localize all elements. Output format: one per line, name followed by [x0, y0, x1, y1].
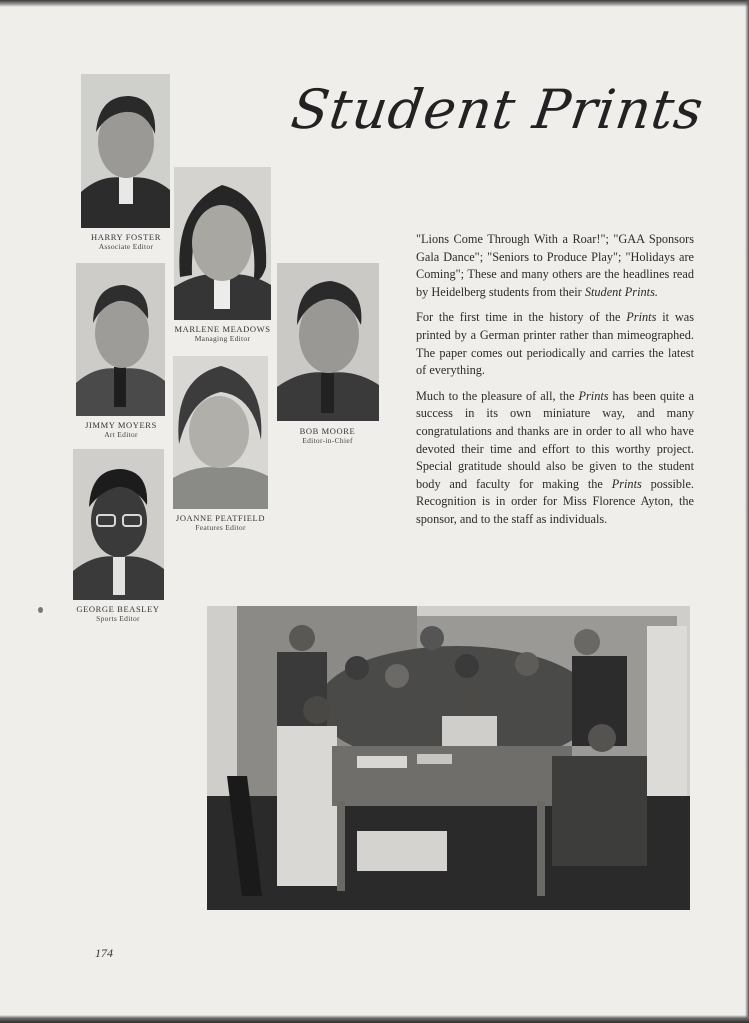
staff-name: MARLENE MEADOWS [174, 324, 271, 334]
caption-jimmy-moyers [62, 420, 180, 439]
page-title: Student Prints [287, 78, 708, 141]
page-edge-bottom [0, 1015, 749, 1023]
caption-george-beasley [58, 604, 178, 623]
portrait-jimmy-moyers [76, 263, 165, 416]
paragraph-2: For the first time in the history of the Prints it was printed by a German printer rather than mimeographed. The paper comes out periodically and carries the latest of everything. [416, 310, 695, 378]
staff-role: Features Editor [195, 523, 246, 533]
paragraph-1: "Lions Come Through With a Roar!"; "GAA Sponsors Gala Dance"; "Seniors to Produce Play"; "Holidays are Coming"; These and many others are the headlines read by Heidelberg students from their Student Prints. [416, 232, 694, 299]
portrait-george-beasley [73, 449, 164, 600]
staff-name: HARRY FOSTER [91, 232, 161, 242]
staff-group-photo [207, 606, 690, 910]
page-number: 174 [95, 946, 113, 960]
caption-marlene-meadows [160, 324, 285, 343]
portrait-bob-moore [277, 263, 379, 421]
paragraph-3: Much to the pleasure of all, the Prints has been quite a success in its own miniature way, and many congratulations and thanks are in order to all who have devoted their time and effort to this worthy project. Special gratitude should also be given to the student body and faculty for making the Prints possible. Recognition is in order for Miss Florence Ayton, the sponsor, and to the staff as individuals. [416, 388, 695, 526]
staff-role: Art Editor [104, 430, 138, 440]
portrait-harry-foster [81, 74, 170, 228]
staff-role: Editor-in-Chief [302, 436, 353, 446]
staff-name: GEORGE BEASLEY [76, 604, 160, 614]
page-edge-top [0, 0, 749, 7]
caption-harry-foster [66, 232, 186, 251]
staff-name: JOANNE PEATFIELD [175, 513, 266, 523]
staff-role: Managing Editor [194, 334, 251, 344]
staff-role: Associate Editor [98, 242, 154, 252]
caption-bob-moore [271, 426, 384, 445]
staff-name: BOB MOORE [299, 426, 356, 436]
portrait-marlene-meadows [174, 167, 271, 320]
article-text [416, 231, 694, 537]
page-edge-right [745, 0, 749, 1023]
staff-name: JIMMY MOYERS [85, 420, 157, 430]
portrait-joanne-peatfield [173, 356, 268, 509]
staff-role: Sports Editor [96, 614, 140, 624]
caption-joanne-peatfield [158, 513, 283, 532]
page-speck [38, 607, 43, 613]
